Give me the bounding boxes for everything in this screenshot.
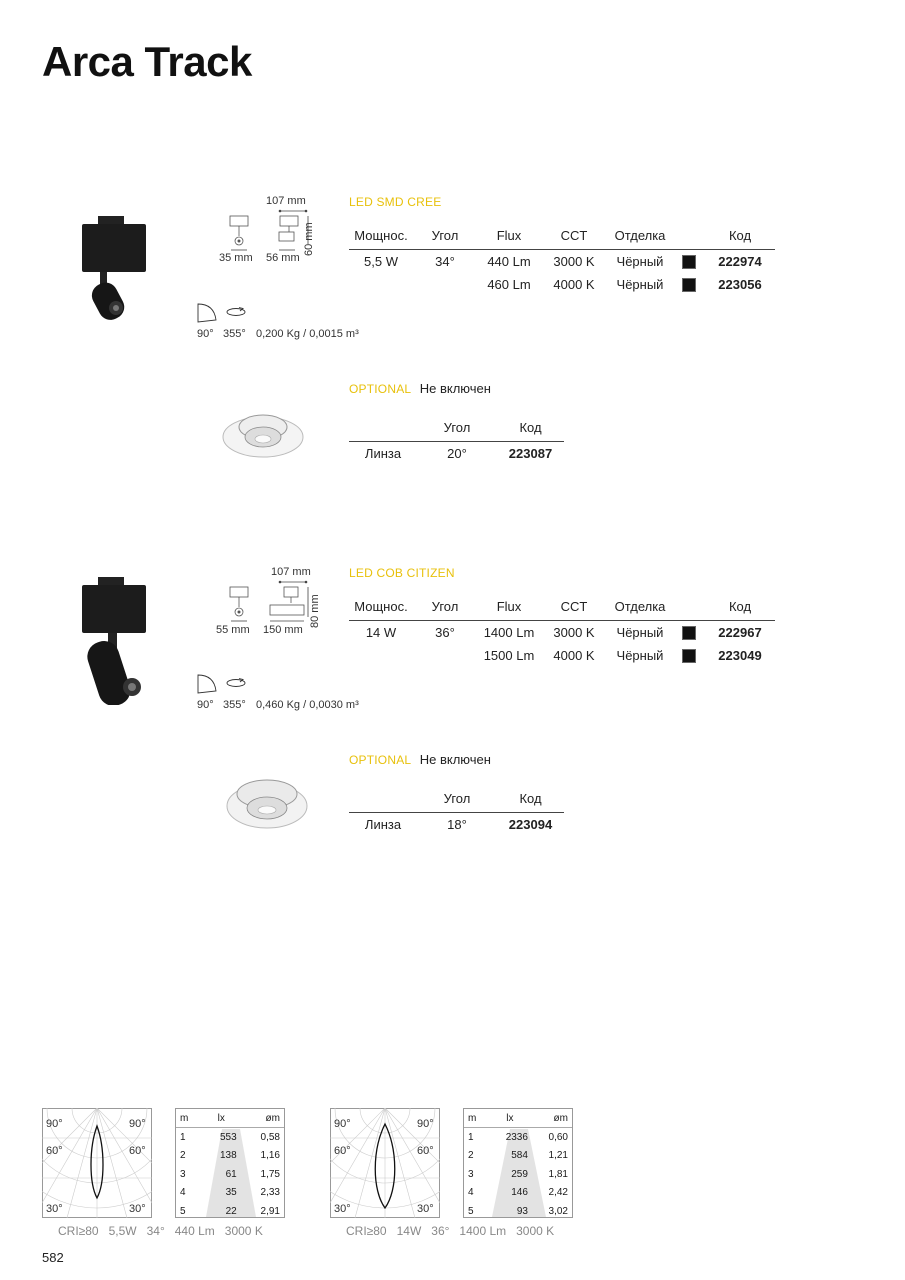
tilt-angle: 90° bbox=[197, 328, 214, 340]
header-flux: Flux bbox=[477, 226, 541, 250]
lens-photo bbox=[222, 770, 312, 835]
illuminance-table bbox=[175, 1108, 285, 1218]
power-value bbox=[349, 644, 413, 667]
distance-value: 1 bbox=[468, 1131, 474, 1143]
finish-swatch bbox=[682, 626, 696, 640]
finish-swatch bbox=[682, 255, 696, 269]
header-lux: lx bbox=[202, 1109, 241, 1128]
finish-value: Чёрный bbox=[616, 277, 664, 292]
dimension-side: 80 mm bbox=[309, 594, 321, 628]
diameter-value: 2,33 bbox=[260, 1187, 280, 1199]
optional-label bbox=[349, 380, 491, 398]
dimension-top: 107 mm bbox=[266, 195, 306, 207]
angle-value: 36° bbox=[435, 625, 455, 640]
lens-angle: 20° bbox=[447, 446, 467, 461]
header-angle: Угол bbox=[413, 226, 477, 250]
table-row bbox=[176, 1128, 284, 1147]
polar-label: 90° bbox=[417, 1118, 434, 1130]
header-diameter: øm bbox=[532, 1109, 572, 1128]
product-photo bbox=[78, 575, 168, 705]
table-row bbox=[349, 250, 775, 274]
page-title: Arca Track bbox=[42, 38, 252, 85]
spec-table bbox=[349, 597, 775, 667]
power-value bbox=[349, 273, 413, 296]
header-finish: Отделка bbox=[607, 226, 673, 250]
table-row bbox=[464, 1128, 572, 1147]
optional-table bbox=[349, 789, 564, 836]
lux-value: 2336 bbox=[505, 1131, 528, 1143]
power-value: 14 W bbox=[365, 625, 397, 640]
table-row bbox=[464, 1202, 572, 1218]
finish-swatch bbox=[682, 649, 696, 663]
table-row bbox=[176, 1165, 284, 1184]
flux-value: 440 Lm bbox=[487, 254, 531, 269]
diameter-value: 1,16 bbox=[260, 1150, 280, 1162]
lens-name: Линза bbox=[364, 817, 402, 832]
header-angle: Угол bbox=[413, 597, 477, 621]
product-code: 222967 bbox=[718, 625, 762, 640]
lens-name: Линза bbox=[364, 446, 402, 461]
table-row bbox=[349, 621, 775, 645]
header-power: Мощнос. bbox=[349, 597, 413, 621]
lens-code: 223094 bbox=[508, 817, 553, 832]
polar-label: 90° bbox=[334, 1118, 351, 1130]
diameter-value: 1,75 bbox=[260, 1168, 280, 1180]
lux-value: 259 bbox=[511, 1168, 528, 1180]
lux-value: 138 bbox=[220, 1150, 237, 1162]
finish-value: Чёрный bbox=[616, 648, 664, 663]
distance-value: 2 bbox=[468, 1150, 474, 1162]
distance-value: 1 bbox=[180, 1131, 186, 1143]
header-distance: m bbox=[464, 1109, 488, 1128]
table-row bbox=[349, 442, 564, 466]
dimension-width: 35 mm bbox=[219, 252, 253, 264]
lux-value: 93 bbox=[516, 1205, 528, 1217]
dimension-top: 107 mm bbox=[271, 566, 311, 578]
lens-angle: 18° bbox=[447, 817, 467, 832]
rotation-angle: 355° bbox=[223, 328, 246, 340]
polar-label: 90° bbox=[46, 1118, 63, 1130]
table-row bbox=[464, 1184, 572, 1203]
page-number: 582 bbox=[42, 1250, 64, 1265]
lux-value: 146 bbox=[511, 1187, 528, 1199]
table-row bbox=[349, 273, 775, 296]
flux-value: 1400 Lm bbox=[483, 625, 535, 640]
dimension-side: 60 mm bbox=[303, 222, 315, 256]
distance-value: 4 bbox=[468, 1187, 474, 1199]
cct-value: 4000 K bbox=[553, 648, 595, 663]
finish-swatch bbox=[682, 278, 696, 292]
polar-label: 30° bbox=[417, 1203, 434, 1215]
dimension-length: 150 mm bbox=[263, 624, 303, 636]
lens-code: 223087 bbox=[508, 446, 553, 461]
led-type: LED COB CITIZEN bbox=[349, 566, 455, 580]
optional-table bbox=[349, 418, 564, 465]
polar-label: 60° bbox=[129, 1145, 146, 1157]
cct-value: 3000 K bbox=[553, 625, 595, 640]
illuminance-table bbox=[463, 1108, 573, 1218]
header-finish: Отделка bbox=[607, 597, 673, 621]
polar-label: 30° bbox=[129, 1203, 146, 1215]
product-code: 222974 bbox=[718, 254, 762, 269]
flux-value: 460 Lm bbox=[487, 277, 531, 292]
lux-value: 553 bbox=[220, 1131, 237, 1143]
polar-label: 60° bbox=[334, 1145, 351, 1157]
header-angle: Угол bbox=[417, 789, 497, 813]
angle-value bbox=[413, 273, 477, 296]
tilt-angle: 90° bbox=[197, 699, 214, 711]
diameter-value: 1,21 bbox=[548, 1150, 568, 1162]
weight-volume: 0,460 Kg / 0,0030 m³ bbox=[256, 699, 359, 711]
table-row bbox=[176, 1147, 284, 1166]
distance-value: 2 bbox=[180, 1150, 186, 1162]
header-flux: Flux bbox=[477, 597, 541, 621]
dimension-width: 55 mm bbox=[216, 624, 250, 636]
cct-value: 4000 K bbox=[553, 277, 595, 292]
table-row bbox=[176, 1184, 284, 1203]
lux-value: 22 bbox=[225, 1205, 237, 1217]
distance-value: 4 bbox=[180, 1187, 186, 1199]
weight-volume: 0,200 Kg / 0,0015 m³ bbox=[256, 328, 359, 340]
product-code: 223056 bbox=[718, 277, 762, 292]
optional-tag: OPTIONAL bbox=[349, 753, 412, 767]
angle-value: 34° bbox=[435, 254, 455, 269]
polar-label: 90° bbox=[129, 1118, 146, 1130]
header-code: Код bbox=[705, 226, 775, 250]
flux-value: 1500 Lm bbox=[483, 648, 535, 663]
header-lux: lx bbox=[488, 1109, 532, 1128]
product-code: 223049 bbox=[718, 648, 762, 663]
rotation-angle: 355° bbox=[223, 699, 246, 711]
table-row bbox=[176, 1202, 284, 1218]
header-code: Код bbox=[497, 418, 564, 442]
finish-value: Чёрный bbox=[616, 254, 664, 269]
header-cct: CCT bbox=[541, 597, 607, 621]
cct-value: 3000 K bbox=[553, 254, 595, 269]
angle-value bbox=[413, 644, 477, 667]
optional-label bbox=[349, 751, 491, 769]
led-type: LED SMD CREE bbox=[349, 195, 442, 209]
header-diameter: øm bbox=[241, 1109, 284, 1128]
dimension-length: 56 mm bbox=[266, 252, 300, 264]
header-code: Код bbox=[497, 789, 564, 813]
optional-note: Не включен bbox=[419, 381, 491, 396]
rotation-icon bbox=[224, 676, 248, 695]
distance-value: 3 bbox=[180, 1168, 186, 1180]
photometric-caption: CRI≥80 5,5W 34° 440 Lm 3000 K bbox=[58, 1224, 263, 1238]
lux-value: 584 bbox=[511, 1150, 528, 1162]
distance-value: 5 bbox=[468, 1205, 474, 1217]
diameter-value: 2,91 bbox=[260, 1205, 280, 1217]
photometric-caption: CRI≥80 14W 36° 1400 Lm 3000 K bbox=[346, 1224, 555, 1238]
polar-label: 60° bbox=[46, 1145, 63, 1157]
lux-value: 35 bbox=[225, 1187, 237, 1199]
product-photo bbox=[78, 214, 158, 324]
optional-note: Не включен bbox=[419, 752, 491, 767]
diameter-value: 2,42 bbox=[548, 1187, 568, 1199]
polar-label: 30° bbox=[334, 1203, 351, 1215]
lux-value: 61 bbox=[225, 1168, 237, 1180]
distance-value: 5 bbox=[180, 1205, 186, 1217]
tilt-icon bbox=[196, 302, 218, 329]
table-row bbox=[349, 813, 564, 837]
table-row bbox=[464, 1165, 572, 1184]
lens-photo bbox=[218, 405, 308, 465]
diameter-value: 3,02 bbox=[548, 1205, 568, 1217]
header-code: Код bbox=[705, 597, 775, 621]
diameter-value: 0,58 bbox=[260, 1131, 280, 1143]
finish-value: Чёрный bbox=[616, 625, 664, 640]
rotation-icon bbox=[224, 305, 248, 324]
table-row bbox=[464, 1147, 572, 1166]
polar-label: 60° bbox=[417, 1145, 434, 1157]
optional-tag: OPTIONAL bbox=[349, 382, 412, 396]
diameter-value: 1,81 bbox=[548, 1168, 568, 1180]
header-power: Мощнос. bbox=[349, 226, 413, 250]
tilt-icon bbox=[196, 673, 218, 700]
header-angle: Угол bbox=[417, 418, 497, 442]
header-distance: m bbox=[176, 1109, 202, 1128]
table-row bbox=[349, 644, 775, 667]
diameter-value: 0,60 bbox=[548, 1131, 568, 1143]
distance-value: 3 bbox=[468, 1168, 474, 1180]
power-value: 5,5 W bbox=[364, 254, 398, 269]
header-cct: CCT bbox=[541, 226, 607, 250]
spec-table bbox=[349, 226, 775, 296]
polar-label: 30° bbox=[46, 1203, 63, 1215]
